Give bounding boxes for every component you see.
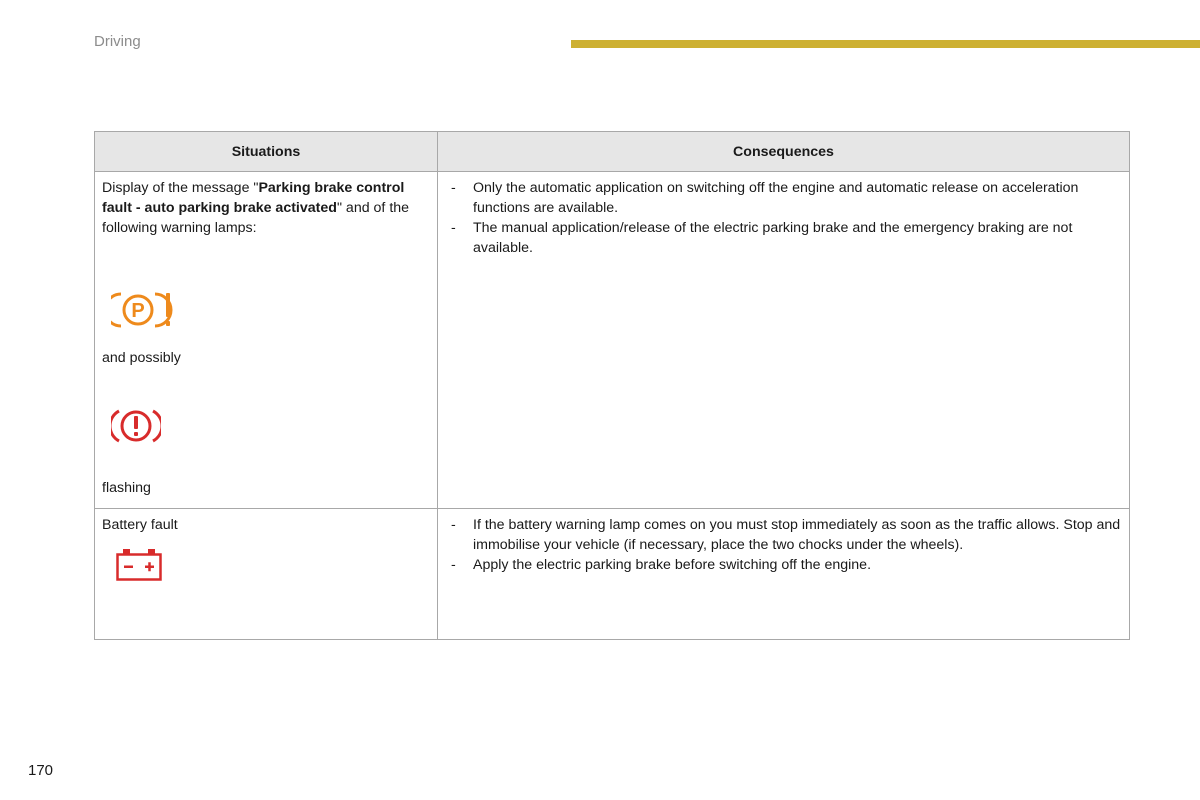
section-title: Driving <box>94 33 141 50</box>
parking-brake-fault-icon <box>111 290 430 336</box>
header-situations: Situations <box>95 132 438 172</box>
consequences-cell <box>438 509 1130 640</box>
situation-cell <box>95 509 438 640</box>
list-item: - The manual application/release of the electric parking brake and the emergency braking are not available. <box>451 220 1073 256</box>
situation-description: Display of the message "Parking brake control fault - auto parking brake activated" and of the following warning lamps: <box>102 180 410 236</box>
header-accent-bar <box>571 40 1200 48</box>
list-item: - Only the automatic application on switching off the engine and automatic release on acceleration functions are available. <box>451 180 1079 216</box>
consequences-cell <box>438 172 1130 509</box>
list-item: - Apply the electric parking brake before switching off the engine. <box>451 557 872 573</box>
table-header-row <box>95 132 1130 172</box>
header-consequences: Consequences <box>438 132 1130 172</box>
consequences-list <box>445 515 1122 575</box>
table-row <box>95 172 1130 509</box>
situations-table <box>94 131 1130 640</box>
svg-text:P: P <box>131 300 145 322</box>
and-possibly-label: and possibly <box>102 350 181 366</box>
brake-warning-icon <box>111 406 430 452</box>
situation-cell <box>95 172 438 509</box>
table-row <box>95 509 1130 640</box>
page-number: 170 <box>28 762 54 779</box>
battery-icon <box>115 548 430 588</box>
flashing-label: flashing <box>102 480 151 496</box>
consequences-list <box>445 178 1122 258</box>
fault-message: Parking brake control fault - auto parking brake activated <box>102 180 405 216</box>
situation-description: Battery fault <box>102 517 178 533</box>
list-item: - If the battery warning lamp comes on you must stop immediately as soon as the traffic allows. Stop and immobilise your vehicle (if necessary, place the two chocks under the wheels). <box>451 517 1121 553</box>
